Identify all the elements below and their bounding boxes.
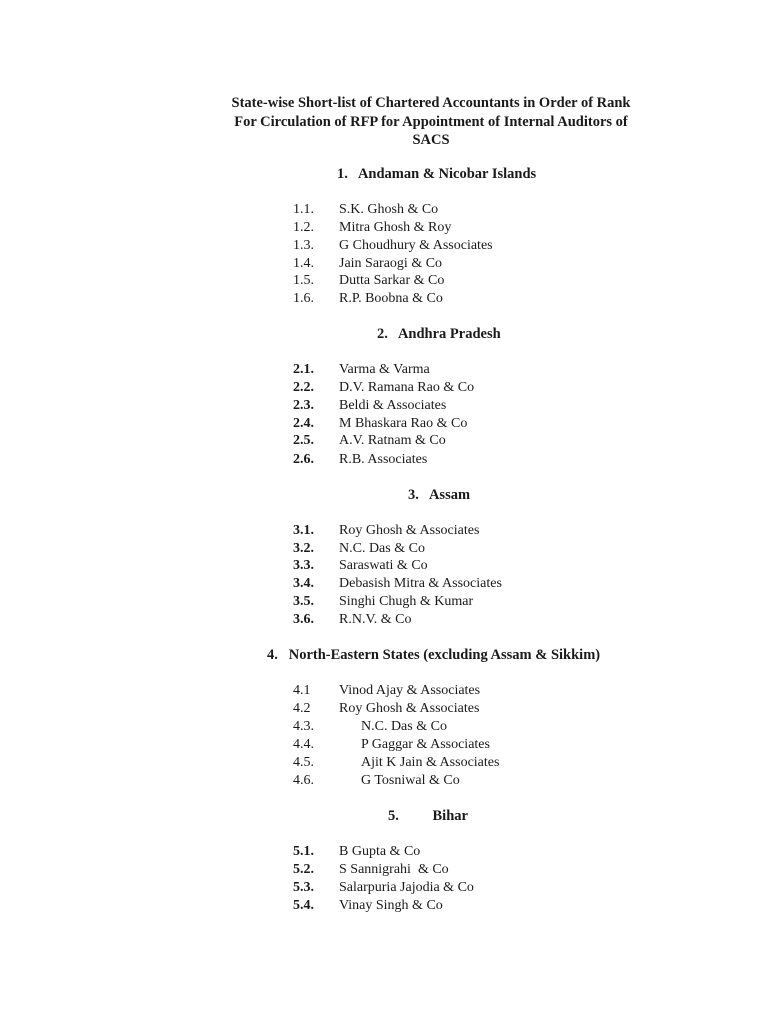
item-number: 5.3. (293, 880, 314, 895)
item-number: 5.4. (293, 898, 314, 913)
item-number: 2.5. (293, 433, 314, 448)
item-name: N.C. Das & Co (339, 541, 425, 556)
item-number: 2.6. (293, 452, 314, 467)
item-number: 2.1. (293, 362, 314, 377)
item-name: Debasish Mitra & Associates (339, 576, 502, 591)
section-number: 3. (408, 487, 419, 503)
item-number: 3.6. (293, 612, 314, 627)
section-heading-andhra-pradesh (377, 326, 501, 343)
item-number: 4.5. (293, 755, 314, 770)
item-name: Varma & Varma (339, 362, 430, 377)
section-number: 2. (377, 326, 388, 342)
section-title: Andhra Pradesh (397, 326, 501, 342)
item-name: R.N.V. & Co (339, 612, 412, 627)
item-name: Mitra Ghosh & Roy (339, 220, 452, 235)
item-number: 1.6. (293, 291, 314, 306)
item-number: 3.3. (293, 558, 314, 573)
item-name: Roy Ghosh & Associates (339, 701, 480, 716)
item-name: R.P. Boobna & Co (339, 291, 443, 306)
item-number: 4.1 (293, 683, 311, 698)
title-line-3: SACS (412, 132, 450, 148)
item-name: R.B. Associates (339, 452, 428, 467)
item-name: Roy Ghosh & Associates (339, 523, 480, 538)
section-number: 5. (388, 808, 399, 824)
item-number: 5.1. (293, 844, 314, 859)
item-name: Salarpuria Jajodia & Co (339, 880, 474, 895)
section-heading-bihar (388, 808, 468, 825)
item-number: 4.2 (293, 701, 311, 716)
section-heading-north-eastern-states (267, 647, 600, 664)
section-title: North-Eastern States (excluding Assam & Sikkim) (288, 647, 601, 663)
item-number: 1.2. (293, 220, 314, 235)
item-name: P Gaggar & Associates (361, 737, 490, 752)
item-number: 1.5. (293, 273, 314, 288)
item-name: A.V. Ratnam & Co (339, 433, 446, 448)
item-name: N.C. Das & Co (361, 719, 447, 734)
item-name: S.K. Ghosh & Co (339, 202, 439, 217)
item-number: 1.3. (293, 238, 314, 253)
section-number: 1. (337, 166, 348, 182)
item-number: 1.1. (293, 202, 314, 217)
item-name: S Sannigrahi & Co (339, 862, 449, 877)
item-number: 2.2. (293, 380, 314, 395)
item-name: Dutta Sarkar & Co (339, 273, 445, 288)
item-number: 4.3. (293, 719, 314, 734)
item-name: M Bhaskara Rao & Co (339, 416, 468, 431)
item-number: 2.3. (293, 398, 314, 413)
item-name: D.V. Ramana Rao & Co (339, 380, 475, 395)
item-number: 3.5. (293, 594, 314, 609)
title-line-2: For Circulation of RFP for Appointment of Internal Auditors of (234, 113, 628, 130)
section-title: Andaman & Nicobar Islands (357, 166, 537, 182)
title-line-1: State-wise Short-list of Chartered Accountants in Order of Rank (231, 95, 631, 111)
item-number: 3.1. (293, 523, 314, 538)
item-number: 3.4. (293, 576, 314, 591)
section-title: Assam (428, 487, 471, 503)
item-name: Ajit K Jain & Associates (361, 755, 500, 770)
item-number: 5.2. (293, 862, 314, 877)
item-number: 2.4. (293, 416, 314, 431)
item-number: 4.4. (293, 737, 314, 752)
item-name: Vinay Singh & Co (339, 898, 443, 913)
item-name: Singhi Chugh & Kumar (339, 594, 474, 609)
section-heading-assam (408, 487, 470, 504)
section-title: Bihar (432, 808, 468, 824)
item-name: B Gupta & Co (339, 844, 421, 859)
document-title (0, 94, 768, 150)
item-name: G Choudhury & Associates (339, 238, 493, 253)
item-name: Beldi & Associates (339, 398, 447, 413)
item-name: Saraswati & Co (339, 558, 428, 573)
section-number: 4. (267, 647, 278, 663)
item-name: Jain Saraogi & Co (339, 256, 443, 271)
item-name: Vinod Ajay & Associates (339, 683, 481, 698)
section-heading-andaman (337, 166, 536, 183)
item-number: 3.2. (293, 541, 314, 556)
item-number: 4.6. (293, 773, 314, 788)
item-name: G Tosniwal & Co (361, 773, 460, 788)
item-number: 1.4. (293, 256, 314, 271)
